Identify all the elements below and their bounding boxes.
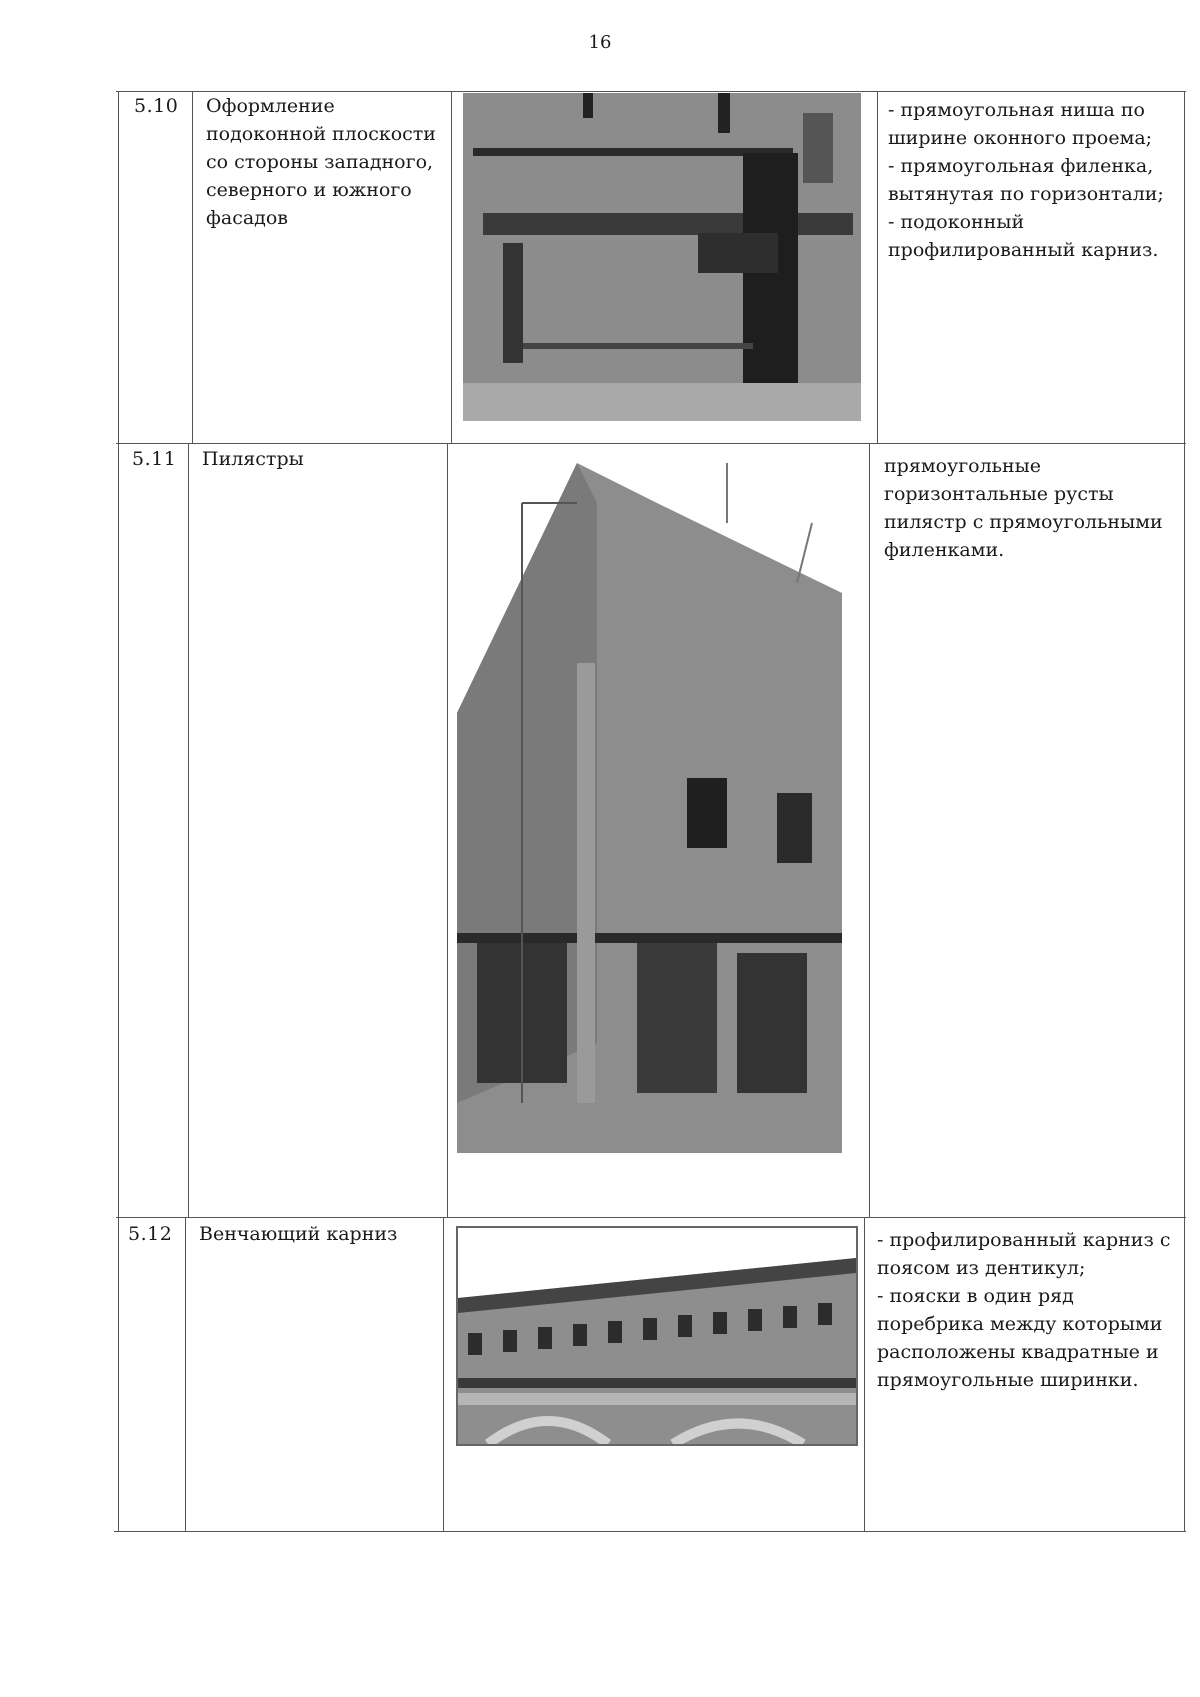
- row-title: Венчающий карниз: [199, 1223, 398, 1245]
- description-line: прямоугольные горизонтальные русты пилястр с прямоугольными филенками.: [884, 455, 1163, 561]
- description-line: - прямоугольная филенка, вытянутая по горизонтали;: [888, 155, 1164, 205]
- row-title: Оформление подоконной плоскости со стороны западного, северного и южного фасадов: [206, 95, 436, 229]
- page-number: 16: [588, 32, 612, 53]
- row-number: 5.11: [132, 448, 177, 470]
- row-number: 5.12: [128, 1223, 173, 1245]
- corner-building-photo: [457, 463, 842, 1153]
- description-line: - подоконный профилированный карниз.: [888, 211, 1159, 261]
- cornice-photo: [456, 1226, 858, 1446]
- row-number: 5.10: [134, 95, 179, 117]
- row-description: [888, 96, 1178, 264]
- description-line: - пояски в один ряд поребрика между которыми расположены квадратные и прямоугольные ширинки.: [877, 1285, 1163, 1391]
- description-line: - прямоугольная ниша по ширине оконного проема;: [888, 99, 1153, 149]
- row-description: [877, 1226, 1177, 1394]
- row-description: [884, 452, 1179, 564]
- row-title: Пилястры: [202, 448, 304, 470]
- window-sill-photo: [463, 93, 861, 421]
- description-line: - профилированный карниз с поясом из дентикул;: [877, 1229, 1171, 1279]
